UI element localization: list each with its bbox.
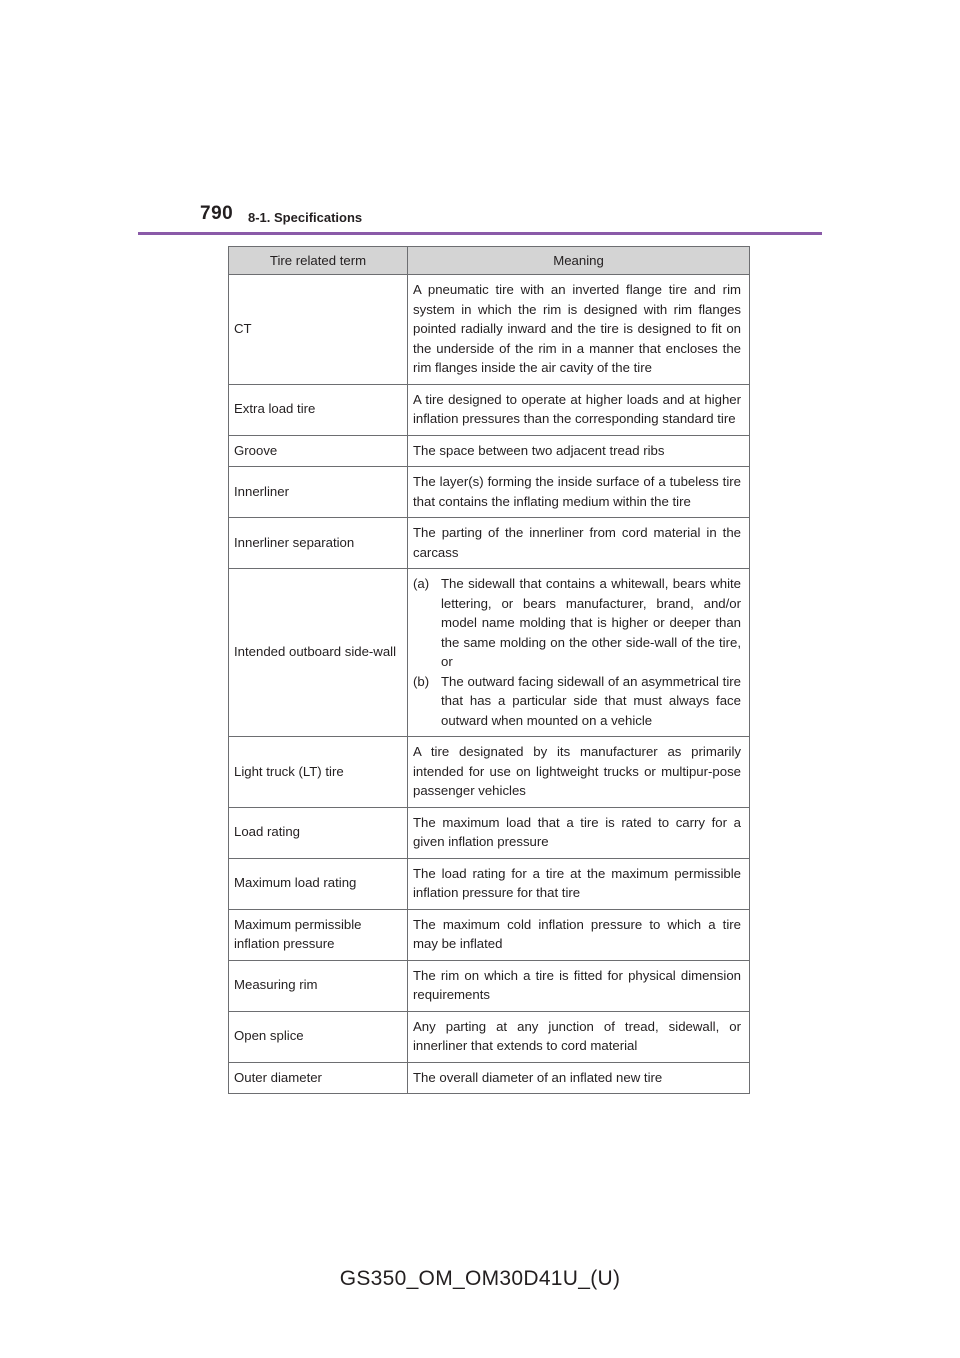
table-row (229, 737, 750, 808)
meaning-cell: The overall diameter of an inflated new tire (408, 1062, 750, 1094)
list-item (413, 574, 741, 672)
term-cell: Innerliner separation (229, 518, 408, 569)
term-cell: Innerliner (229, 467, 408, 518)
table-row (229, 569, 750, 737)
term-cell: Groove (229, 435, 408, 467)
section-title: 8-1. Specifications (248, 210, 363, 225)
table-row (229, 435, 750, 467)
table-header-row (229, 247, 750, 275)
table-row (229, 275, 750, 385)
column-header-term: Tire related term (229, 247, 408, 275)
table-row (229, 518, 750, 569)
meaning-cell (408, 569, 750, 737)
term-cell: Intended outboard side-wall (229, 569, 408, 737)
meaning-cell: The parting of the innerliner from cord material in the carcass (408, 518, 750, 569)
meaning-cell: The space between two adjacent tread ribs (408, 435, 750, 467)
term-cell: CT (229, 275, 408, 385)
list-text: The outward facing sidewall of an asymmetrical tire that has a particular side that must always face outward when mounted on a vehicle (441, 673, 741, 728)
table-row (229, 858, 750, 909)
term-cell: Extra load tire (229, 384, 408, 435)
term-cell: Maximum load rating (229, 858, 408, 909)
table-row (229, 807, 750, 858)
list-marker: (a) (413, 576, 430, 591)
meaning-cell: The layer(s) forming the inside surface of a tubeless tire that contains the inflating medium within the tire (408, 467, 750, 518)
term-cell: Maximum permissible inflation pressure (229, 909, 408, 960)
meaning-cell: Any parting at any junction of tread, sidewall, or innerliner that extends to cord material (408, 1011, 750, 1062)
page-number: 790 (200, 203, 234, 224)
list-marker: (b) (413, 673, 430, 689)
meaning-cell: A tire designed to operate at higher loads and at higher inflation pressures than the corresponding standard tire (408, 384, 750, 435)
term-cell: Open splice (229, 1011, 408, 1062)
meaning-cell: The maximum load that a tire is rated to carry for a given inflation pressure (408, 807, 750, 858)
header-divider (138, 232, 822, 235)
table-row (229, 909, 750, 960)
term-cell: Measuring rim (229, 960, 408, 1011)
table-row (229, 467, 750, 518)
term-cell: Load rating (229, 807, 408, 858)
table-row (229, 960, 750, 1011)
table-row (229, 384, 750, 435)
meaning-cell: The load rating for a tire at the maximum permissible inflation pressure for that tire (408, 858, 750, 909)
meaning-cell: A pneumatic tire with an inverted flange tire and rim system in which the rim is designed with rim flanges pointed radially inward and the tire is designed to fit on the underside of the rim in a manner that encloses the rim flanges inside the air cavity of the tire (408, 275, 750, 385)
meaning-cell: The rim on which a tire is fitted for physical dimension requirements (408, 960, 750, 1011)
table-row (229, 1062, 750, 1094)
tire-terms-table (228, 246, 750, 1094)
column-header-meaning: Meaning (408, 247, 750, 275)
list-text: The sidewall that contains a whitewall, bears white lettering, or bears manufacturer, brand, and/or model name molding that is higher or deeper than the same molding on the other side-wall of the tire, or (441, 576, 741, 669)
term-cell: Light truck (LT) tire (229, 737, 408, 808)
term-cell: Outer diameter (229, 1062, 408, 1094)
table-row (229, 1011, 750, 1062)
meaning-cell: A tire designated by its manufacturer as primarily intended for use on lightweight trucks or multipur-pose passenger vehicles (408, 737, 750, 808)
meaning-cell: The maximum cold inflation pressure to which a tire may be inflated (408, 909, 750, 960)
document-code: GS350_OM_OM30D41U_(U) (339, 1267, 621, 1290)
list-item (413, 672, 741, 731)
